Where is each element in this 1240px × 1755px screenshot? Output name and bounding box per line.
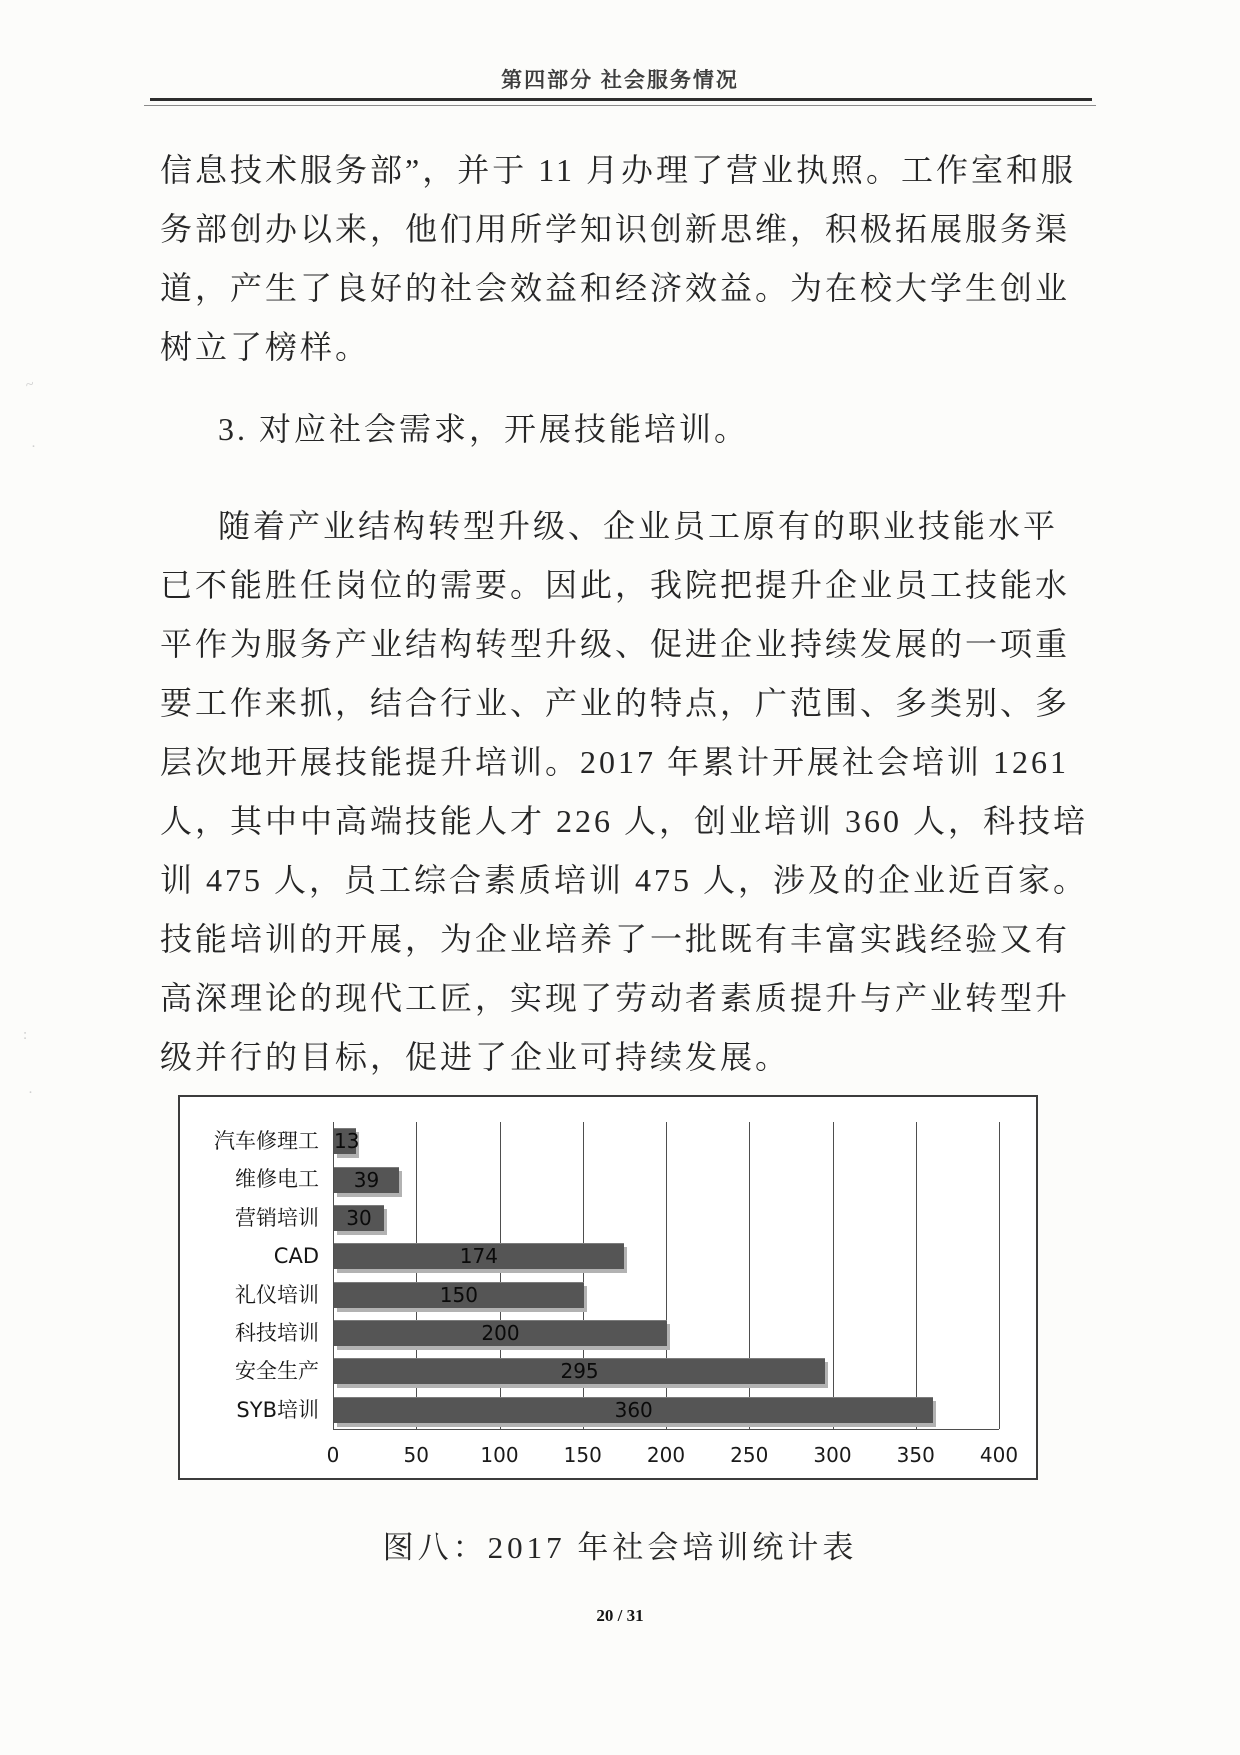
body-text — [160, 141, 1089, 1087]
header-rule — [150, 98, 1092, 101]
chart-gridline — [999, 1122, 1000, 1429]
chart-value-label: 360 — [614, 1397, 653, 1422]
chart-value-label: 200 — [481, 1321, 520, 1346]
chart-category-label: 安全生产 — [235, 1359, 319, 1384]
chart-value-label: 174 — [459, 1244, 498, 1269]
paragraph-line: 平作为服务产业结构转型升级、促进企业持续发展的一项重 — [160, 626, 1071, 662]
scan-artifact: : — [23, 1027, 28, 1043]
chart-value-label: 13 — [334, 1129, 360, 1154]
paragraph-line: 信息技术服务部”，并于 11 月办理了营业执照。工作室和服 — [160, 152, 1077, 188]
chart-bar — [334, 1358, 825, 1384]
paragraph-line: 训 475 人，员工综合素质培训 475 人，涉及的企业近百家。 — [160, 862, 1089, 898]
chart-tick-label: 200 — [646, 1443, 686, 1467]
chart-tick-label: 250 — [730, 1443, 769, 1467]
chart-category-label: 维修电工 — [235, 1167, 319, 1192]
chart-axis-line — [333, 1429, 999, 1430]
paragraph-line: 技能培训的开展，为企业培养了一批既有丰富实践经验又有 — [160, 921, 1071, 957]
chart-category-label: SYB培训 — [236, 1397, 319, 1422]
chart-value-label: 39 — [353, 1167, 380, 1192]
chart-value-label: 30 — [346, 1205, 372, 1230]
paragraph-line: 人，其中中高端技能人才 226 人，创业培训 360 人，科技培 — [160, 803, 1089, 839]
chart-bar — [334, 1205, 384, 1231]
chart-value-label: 150 — [439, 1282, 478, 1307]
chart-tick-label: 100 — [480, 1443, 519, 1467]
section-heading: 3. 对应社会需求，开展技能培训。 — [218, 411, 750, 447]
paragraph-line: 务部创办以来，他们用所学知识创新思维，积极拓展服务渠 — [160, 211, 1071, 247]
paragraph-line: 随着产业结构转型升级、企业员工原有的职业技能水平 — [218, 508, 1059, 544]
header-rule-secondary — [144, 105, 1096, 106]
chart-bar — [334, 1128, 360, 1154]
scan-artifact: · — [31, 439, 36, 455]
chart-category-label: 汽车修理工 — [214, 1129, 319, 1153]
paragraph-line: 高深理论的现代工匠，实现了劳动者素质提升与产业转型升 — [160, 980, 1071, 1016]
chart-tick-label: 350 — [896, 1443, 935, 1467]
chart-gridline — [916, 1122, 917, 1429]
chart-bar — [334, 1282, 584, 1308]
chart-tick-label: 400 — [979, 1443, 1019, 1467]
chart-bar — [334, 1167, 399, 1193]
chart-tick-label: 0 — [326, 1443, 340, 1467]
chart-tick-label: 50 — [403, 1443, 429, 1467]
paragraph-line: 要工作来抓，结合行业、产业的特点，广范围、多类别、多 — [160, 685, 1071, 721]
page-number: 20 / 31 — [596, 1606, 644, 1625]
chart-bar — [334, 1397, 933, 1423]
chart-tick-label: 150 — [563, 1443, 602, 1467]
paragraph-line: 已不能胜任岗位的需要。因此，我院把提升企业员工技能水 — [160, 567, 1071, 603]
chart-value-label: 295 — [560, 1359, 599, 1384]
page-header-title: 第四部分 社会服务情况 — [501, 69, 739, 92]
chart-category-label: 科技培训 — [235, 1320, 319, 1345]
chart-gridline — [833, 1122, 834, 1429]
paragraph-line: 层次地开展技能提升培训。2017 年累计开展社会培训 1261 — [160, 744, 1070, 780]
figure-caption: 图八：2017 年社会培训统计表 — [382, 1530, 858, 1565]
chart-bar — [334, 1320, 667, 1346]
chart-tick-label: 300 — [813, 1443, 852, 1467]
chart-category-label: 礼仪培训 — [235, 1282, 319, 1307]
paragraph-line: 树立了榜样。 — [160, 329, 371, 365]
scan-artifact: ~ — [23, 376, 36, 394]
paragraph-line: 级并行的目标，促进了企业可持续发展。 — [160, 1039, 791, 1075]
chart-bar — [334, 1243, 624, 1269]
chart — [178, 1095, 1038, 1480]
paragraph-line: 道，产生了良好的社会效益和经济效益。为在校大学生创业 — [160, 270, 1071, 306]
chart-category-label: 营销培训 — [235, 1205, 319, 1230]
chart-category-label: CAD — [273, 1244, 319, 1269]
scan-artifact: · — [28, 1085, 33, 1101]
